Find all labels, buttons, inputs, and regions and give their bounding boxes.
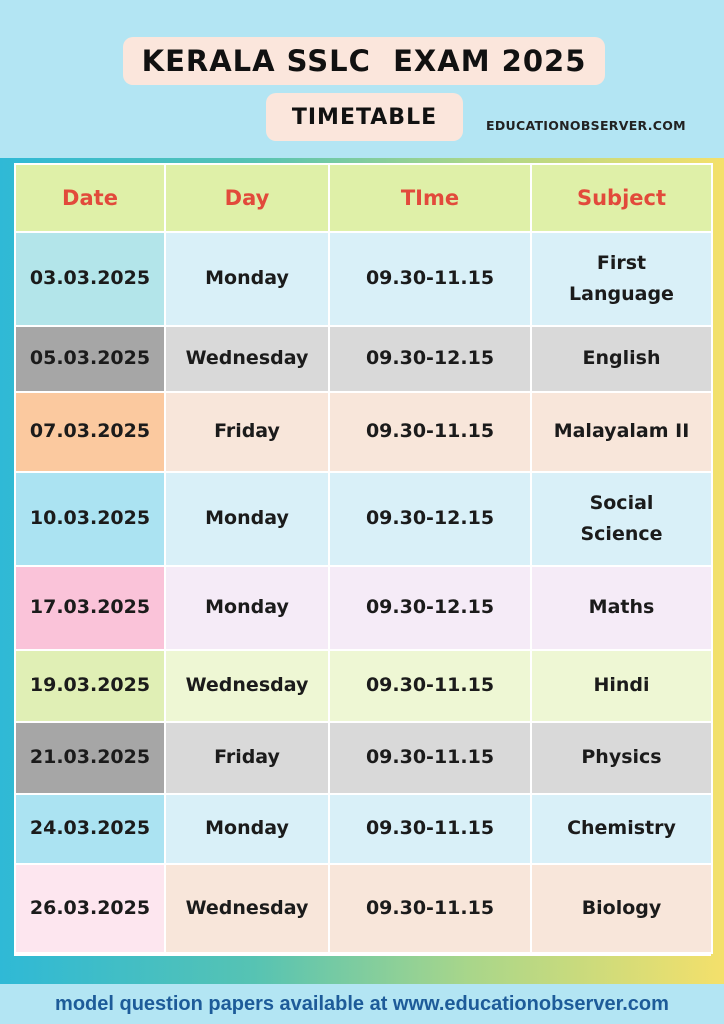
time-cell [329,392,531,472]
time-cell [329,650,531,722]
time-cell [329,864,531,953]
time-cell-text: 09.30-11.15 [365,420,495,443]
time-cell-text: 09.30-12.15 [365,347,495,370]
table-row [15,650,712,722]
time-cell-text: 09.30-12.15 [365,596,495,619]
table-row [15,864,712,953]
site-label: EDUCATIONOBSERVER.COM [486,118,686,133]
table-row [15,722,712,794]
subject-cell [531,566,712,650]
column-header-subject: Subject [531,164,712,232]
day-cell-text: Monday [205,267,289,290]
subject-cell-text: Physics [581,746,662,769]
date-cell [15,566,165,650]
column-header-time: TIme [329,164,531,232]
table-row [15,326,712,392]
date-cell-text: 17.03.2025 [29,596,151,619]
subject-cell-text: Hindi [593,674,650,697]
subject-cell [531,232,712,326]
subject-cell-text: Chemistry [567,817,676,840]
subject-cell [531,722,712,794]
time-cell-text: 09.30-11.15 [365,674,495,697]
day-cell-text: Friday [214,420,280,443]
footer-text: model question papers available at www.educationobserver.com [55,992,669,1015]
date-cell [15,650,165,722]
day-cell [165,326,329,392]
time-cell-text: 09.30-11.15 [365,817,495,840]
time-cell [329,566,531,650]
time-cell-text: 09.30-11.15 [365,896,495,919]
timetable-table [14,163,713,954]
time-cell [329,326,531,392]
day-cell [165,864,329,953]
page-subtitle: TIMETABLE [266,93,463,141]
subject-cell [531,864,712,953]
day-cell [165,472,329,566]
day-cell-text: Monday [205,507,289,530]
subject-cell [531,472,712,566]
table-header-row [15,164,712,232]
column-header-date: Date [15,164,165,232]
date-cell-text: 07.03.2025 [29,420,151,443]
page-title: KERALA SSLC EXAM 2025 [123,37,605,85]
time-cell [329,472,531,566]
day-cell [165,794,329,864]
day-cell-text: Wednesday [185,674,309,697]
date-cell-text: 03.03.2025 [29,267,151,290]
time-cell-text: 09.30-11.15 [365,267,495,290]
date-cell [15,326,165,392]
time-cell-text: 09.30-11.15 [365,746,495,769]
time-cell [329,794,531,864]
date-cell [15,472,165,566]
day-cell-text: Monday [205,817,289,840]
date-cell-text: 05.03.2025 [29,347,151,370]
date-cell [15,392,165,472]
day-cell-text: Wednesday [185,347,309,370]
day-cell-text: Friday [214,746,280,769]
day-cell [165,232,329,326]
table-row [15,232,712,326]
subject-cell-text: First Language [569,251,674,305]
date-cell [15,794,165,864]
date-cell [15,232,165,326]
date-cell-text: 26.03.2025 [29,896,151,919]
day-cell [165,392,329,472]
subject-cell [531,326,712,392]
subject-cell-text: Maths [588,596,655,619]
day-cell-text: Monday [205,596,289,619]
date-cell-text: 21.03.2025 [29,746,151,769]
table-row [15,566,712,650]
date-cell-text: 19.03.2025 [29,674,151,697]
date-cell [15,864,165,953]
time-cell-text: 09.30-12.15 [365,507,495,530]
time-cell [329,722,531,794]
table-row [15,472,712,566]
subject-cell-text: English [582,347,661,370]
footer [0,984,724,1024]
subject-cell-text: Social Science [580,491,663,545]
date-cell-text: 10.03.2025 [29,507,151,530]
time-cell [329,232,531,326]
table-row [15,392,712,472]
date-cell [15,722,165,794]
column-header-day: Day [165,164,329,232]
subject-cell [531,650,712,722]
date-cell-text: 24.03.2025 [29,817,151,840]
table-row [15,794,712,864]
day-cell-text: Wednesday [185,896,309,919]
subject-cell-text: Malayalam II [553,420,690,443]
timetable [14,163,711,956]
subject-cell-text: Biology [581,896,662,919]
subject-cell [531,794,712,864]
day-cell [165,650,329,722]
day-cell [165,722,329,794]
subject-cell [531,392,712,472]
day-cell [165,566,329,650]
